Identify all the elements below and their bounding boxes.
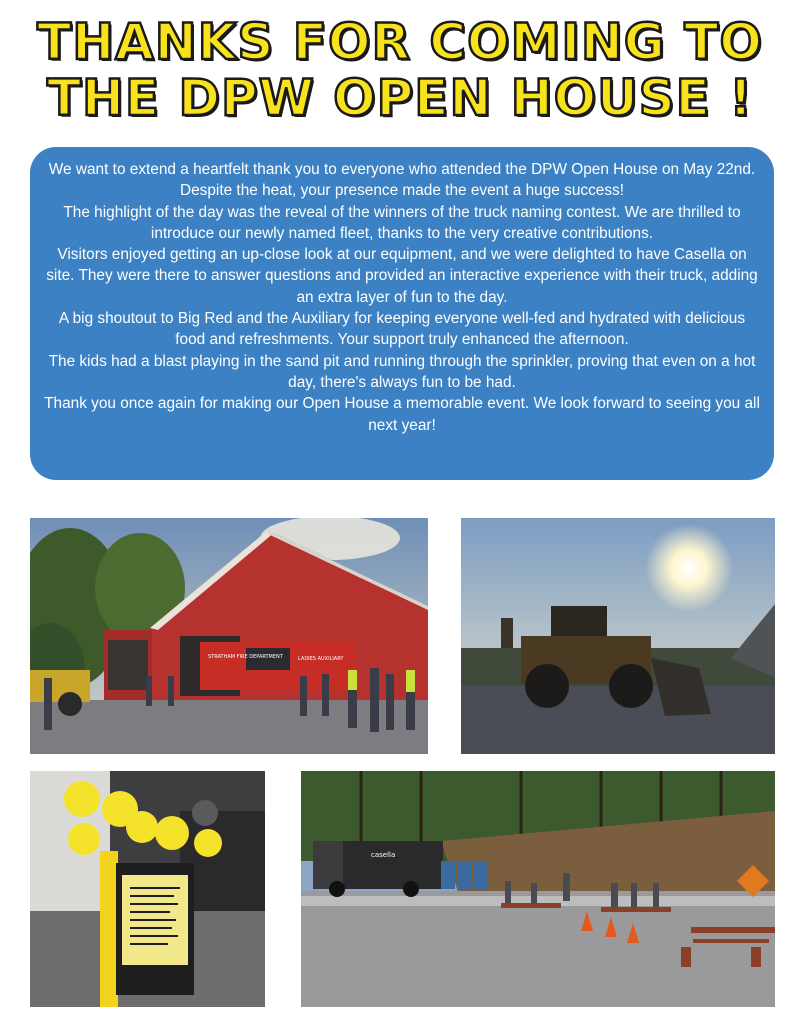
message-paragraph: Visitors enjoyed getting an up-close look at our equipment, and we were delighted to have Casella on site. They were there to answer questions and provided an interactive experience with their truck, adding an extra layer of fun to the day.	[46, 246, 758, 306]
truck-text: casella	[371, 851, 396, 859]
photo-balloons-sign	[30, 771, 265, 1007]
title-line-1: THANKS FOR COMING TO	[37, 13, 763, 71]
page-title	[0, 14, 800, 126]
message-paragraph: Thank you once again for making our Open House a memorable event. We look forward to seeing you all next year!	[44, 395, 760, 434]
photo-barn-trailer	[30, 518, 428, 754]
message-paragraph: The kids had a blast playing in the sand pit and running through the sprinkler, proving that even on a hot day, there's always fun to be had.	[48, 352, 756, 391]
message-paragraph: The highlight of the day was the reveal of the winners of the truck naming contest. We are thrilled to introduce our newly named fleet, thanks to the very creative contributions.	[63, 203, 741, 242]
photo-truck-picnic	[301, 771, 775, 1007]
title-line-2: THE DPW OPEN HOUSE !	[46, 69, 754, 127]
message-paragraph: We want to extend a heartfelt thank you to everyone who attended the DPW Open House on May 22nd. Despite the heat, your presence made the event a huge success!	[48, 161, 756, 200]
message-paragraph: A big shoutout to Big Red and the Auxiliary for keeping everyone well-fed and hydrated with delicious food and refreshments. Your support truly enhanced the afternoon.	[58, 310, 746, 349]
trailer-text-left: STRATHAM FIRE DEPARTMENT	[208, 654, 283, 660]
photo-loader-sunset	[461, 518, 775, 754]
thank-you-message	[30, 147, 774, 480]
trailer-text-right: LADIES AUXILIARY	[298, 656, 344, 662]
